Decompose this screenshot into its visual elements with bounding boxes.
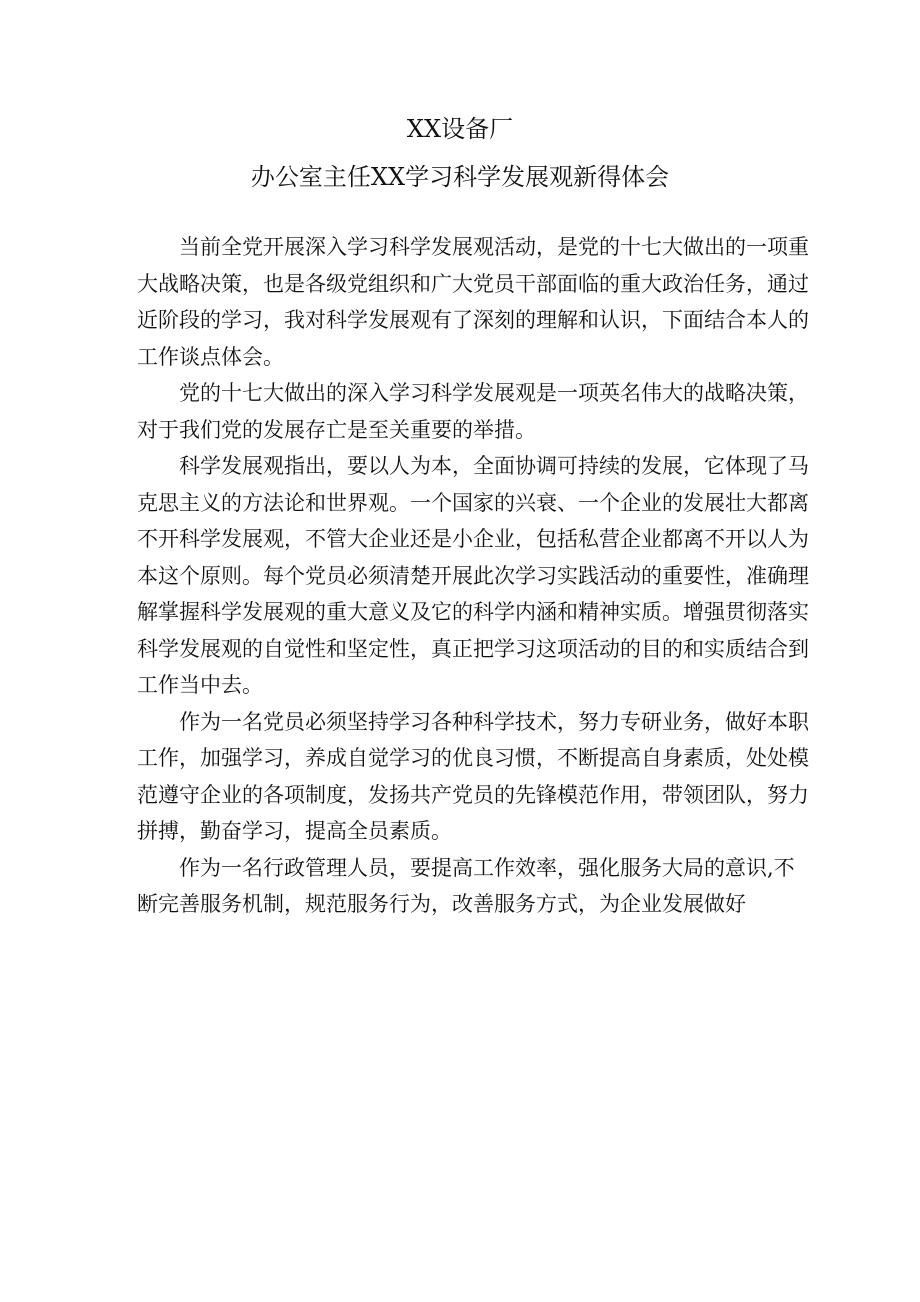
- paragraph-line: 范遵守企业的各项制度，发扬共产党员的先锋模范作用，带领团队，努力: [137, 782, 809, 807]
- paragraph-line: 对于我们党的发展存亡是至关重要的举措。: [137, 417, 536, 442]
- paragraph-line: 解掌握科学发展观的重大意义及它的科学内涵和精神实质。增强贯彻落实: [137, 600, 809, 624]
- paragraph-line: 工作，加强学习，养成自觉学习的优良习惯，不断提高自身素质，处处模: [137, 746, 809, 770]
- document-body: [137, 229, 809, 923]
- document-title-main: 办公室主任XX学习科学发展观新得体会: [250, 163, 670, 191]
- document-title-company: XX设备厂: [406, 115, 514, 143]
- paragraph-line: 作为一名党员必须坚持学习各种科学技术，努力专研业务，做好本职: [179, 709, 809, 734]
- paragraph-line: 作为一名行政管理人员，要提高工作效率，强化服务大局的意识,不: [179, 855, 795, 880]
- paragraph-line: 不开科学发展观，不管大企业还是小企业，包括私营企业都离不开以人为: [137, 527, 809, 551]
- paragraph-line: 当前全党开展深入学习科学发展观活动，是党的十七大做出的一项重: [179, 235, 809, 259]
- paragraph-line: 本这个原则。每个党员必须清楚开展此次学习实践活动的重要性，准确理: [137, 563, 809, 588]
- paragraph-line: 工作当中去。: [137, 673, 263, 697]
- paragraph-4: [137, 704, 809, 850]
- paragraph-line: 断完善服务机制，规范服务行为，改善服务方式，为企业发展做好: [137, 892, 746, 916]
- paragraph-2: [137, 375, 809, 448]
- paragraph-1: [137, 229, 809, 375]
- paragraph-line: 科学发展观指出，要以人为本，全面协调可持续的发展，它体现了马: [179, 454, 809, 478]
- paragraph-line: 工作谈点体会。: [137, 344, 284, 369]
- paragraph-5: [137, 850, 795, 923]
- paragraph-line: 近阶段的学习，我对科学发展观有了深刻的理解和认识，下面结合本人的: [137, 308, 809, 332]
- paragraph-line: 党的十七大做出的深入学习科学发展观是一项英名伟大的战略决策，: [179, 381, 809, 405]
- paragraph-line: 科学发展观的自觉性和坚定性，真正把学习这项活动的目的和实质结合到: [137, 636, 809, 661]
- paragraph-line: 克思主义的方法论和世界观。一个国家的兴衰、一个企业的发展壮大都离: [137, 490, 809, 515]
- paragraph-line: 大战略决策，也是各级党组织和广大党员干部面临的重大政治任务，通过: [137, 271, 809, 296]
- paragraph-line: 拼搏，勤奋学习，提高全员素质。: [137, 819, 452, 843]
- paragraph-3: [137, 448, 809, 704]
